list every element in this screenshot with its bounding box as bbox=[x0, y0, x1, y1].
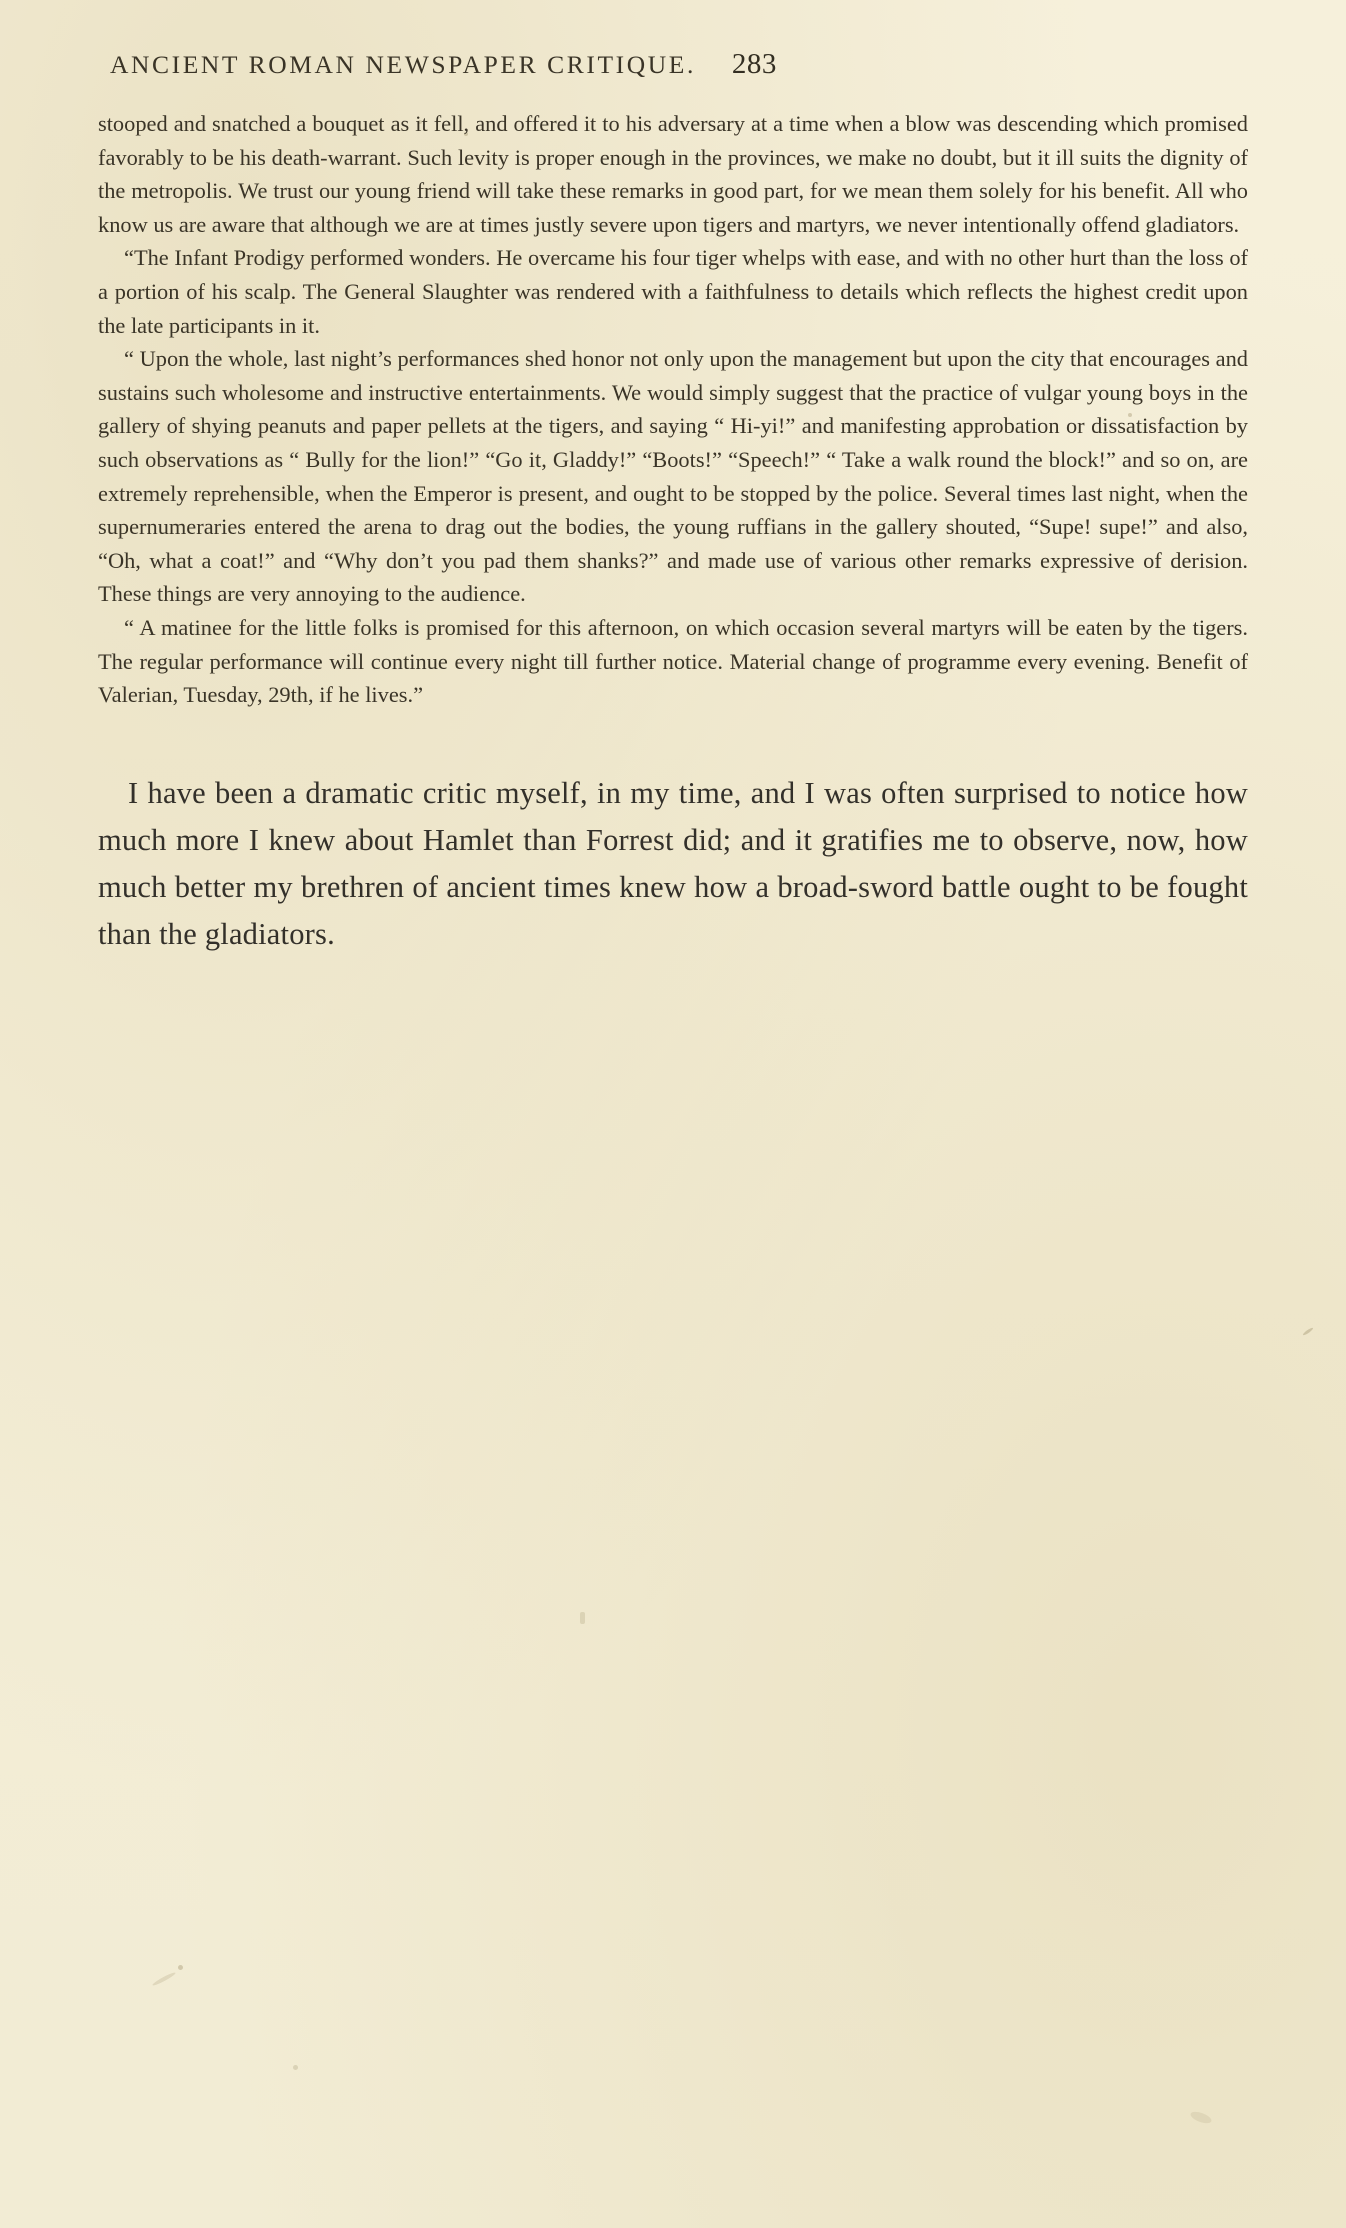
paragraph: “ Upon the whole, last night’s performances shed honor not only upon the management but upon the city that encourages and sustains such wholesome and instructive entertainments. We would simply suggest that the practice of vulgar young boys in the gallery of shying peanuts and paper pellets at the tigers, and saying “ Hi-yi!” and manifesting approbation or dissatisfaction by such observations as “ Bully for the lion!” “Go it, Gladdy!” “Boots!” “Speech!” “ Take a walk round the block!” and so on, are extremely reprehensible, when the Emperor is present, and ought to be stopped by the police. Several times last night, when the supernumeraries entered the arena to drag out the bodies, the young ruffians in the gallery shouted, “Supe! supe!” and also, “Oh, what a coat!” and “Why don’t you pad them shanks?” and made use of various other remarks expressive of derision. These things are very annoying to the audience. bbox=[98, 346, 1248, 607]
scan-speck bbox=[178, 1965, 183, 1970]
paragraph: stooped and snatched a bouquet as it fell, and offered it to his adversary at a time when a blow was descending which promised favorably to be his death-warrant. Such levity is proper enough in the provinces, we make no doubt, but it ill suits the dignity of the metropolis. We trust our young friend will take these remarks in good part, for we mean them solely for his benefit. All who know us are aware that although we are at times justly severe upon tigers and martyrs, we never intentionally offend gladiators. bbox=[98, 111, 1248, 237]
closing-remark bbox=[98, 770, 1248, 958]
paragraph: I have been a dramatic critic myself, in my time, and I was often surprised to notice how much more I knew about Hamlet than Forrest did; and it gratifies me to observe, now, how much better my brethren of ancient times knew how a broad-sword battle ought to be fought than the gladiators. bbox=[98, 775, 1248, 951]
page-title: ANCIENT ROMAN NEWSPAPER CRITIQUE. bbox=[110, 50, 696, 79]
running-head bbox=[98, 48, 1248, 81]
page-content bbox=[98, 48, 1248, 958]
body-text bbox=[98, 107, 1248, 712]
scan-speck bbox=[293, 2065, 298, 2070]
scan-speck bbox=[152, 1971, 177, 1987]
paragraph: “ A matinee for the little folks is promised for this afternoon, on which occasion several martyrs will be eaten by the tigers. The regular performance will continue every night till further notice. Material change of programme every evening. Benefit of Valerian, Tuesday, 29th, if he lives.” bbox=[98, 614, 1248, 708]
page-number: 283 bbox=[731, 48, 777, 80]
scan-speck bbox=[1189, 2110, 1213, 2126]
paragraph: “The Infant Prodigy performed wonders. He overcame his four tiger whelps with ease, and with no other hurt than the loss of a portion of his scalp. The General Slaughter was rendered with a faithfulness to details which reflects the highest credit upon the late participants in it. bbox=[98, 245, 1248, 338]
scan-speck bbox=[580, 1612, 585, 1624]
scan-speck bbox=[1302, 1327, 1314, 1336]
